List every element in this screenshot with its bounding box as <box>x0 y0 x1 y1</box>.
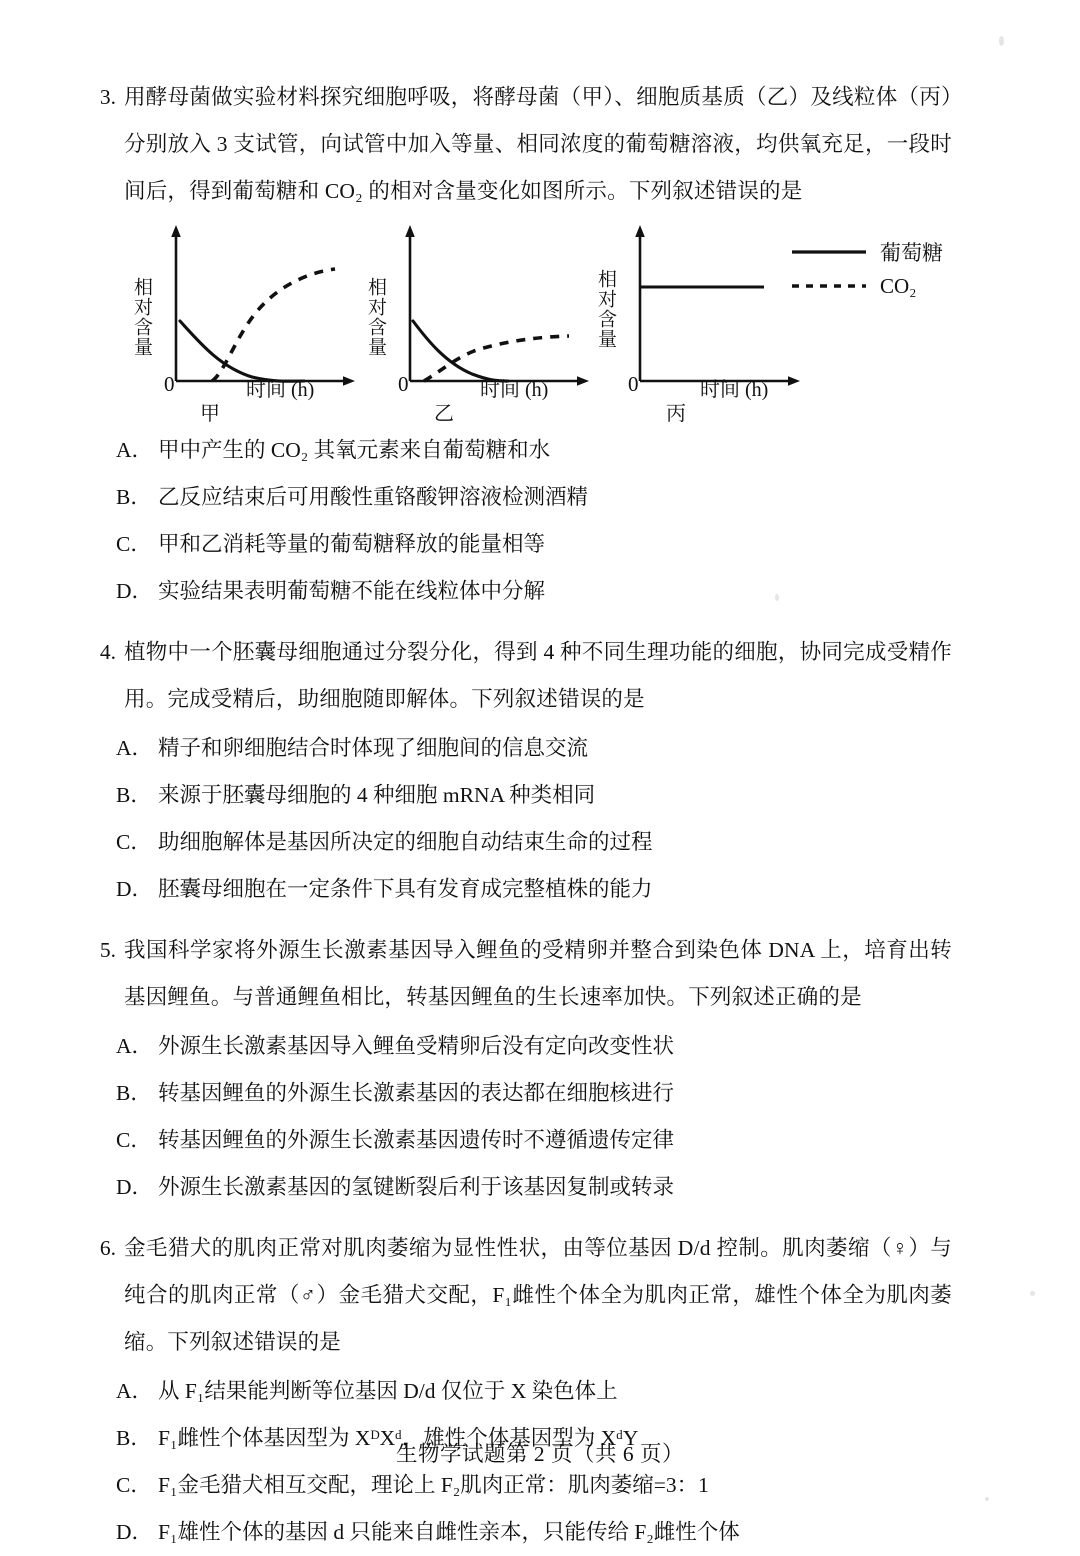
option-text: 胚囊母细胞在一定条件下具有发育成完整植株的能力 <box>158 877 653 901</box>
option-key: B． <box>116 485 152 509</box>
question-stem: 植物中一个胚囊母细胞通过分裂分化，得到 4 种不同生理功能的细胞，协同完成受精作用。完成受精后，助细胞随即解体。下列叙述错误的是 <box>124 640 952 711</box>
y-axis-label-yi: 相对含量 <box>365 277 386 357</box>
option-key: D． <box>116 579 154 603</box>
question-3-options <box>116 427 952 615</box>
scan-speck <box>999 36 1004 46</box>
option-text: F₁雄性个体的基因 d 只能来自雌性亲本，只能传给 F₂雌性个体 <box>158 1520 740 1544</box>
question-4-options <box>116 725 952 913</box>
legend-item-co2 <box>790 269 980 303</box>
y-axis-label-bing: 相对含量 <box>595 269 616 349</box>
question-stem: 用酵母菌做实验材料探究细胞呼吸，将酵母菌（甲）、细胞质基质（乙）及线粒体（丙）分别放入 3 支试管，向试管中加入等量、相同浓度的葡萄糖溶液，均供氧充足，一段时间后，得到葡萄糖和 CO₂ 的相对含量变化如图所示。下列叙述错误的是 <box>124 85 952 203</box>
question-5-options <box>116 1023 952 1211</box>
option-key: A． <box>116 1379 154 1403</box>
legend-dotted-line-icon <box>790 280 868 292</box>
option-d[interactable] <box>116 568 952 615</box>
page-content <box>72 74 952 1556</box>
respiration-figure <box>72 221 952 425</box>
option-key: A． <box>116 1034 154 1058</box>
option-key: D． <box>116 1175 154 1199</box>
question-3 <box>72 74 952 215</box>
option-text: 外源生长激素基因的氢键断裂后利于该基因复制或转录 <box>158 1175 675 1199</box>
question-4 <box>72 629 952 723</box>
option-text: 甲中产生的 CO₂ 其氧元素来自葡萄糖和水 <box>158 438 551 462</box>
option-b[interactable] <box>116 772 952 819</box>
legend-solid-line-icon <box>790 246 868 258</box>
option-a[interactable] <box>116 725 952 772</box>
scan-speck <box>985 1497 989 1501</box>
svg-text:0: 0 <box>628 372 639 396</box>
option-key: C． <box>116 830 152 854</box>
option-a[interactable] <box>116 1023 952 1070</box>
x-axis-label-jia: 时间 (h) <box>246 379 315 401</box>
option-key: D． <box>116 1520 154 1544</box>
y-axis-label-jia: 相对含量 <box>131 277 152 357</box>
chart-panel-yi <box>362 221 597 425</box>
option-key: A． <box>116 438 154 462</box>
question-6 <box>72 1225 952 1366</box>
page-footer: 生物学试题第 2 页（共 6 页） <box>395 1442 684 1466</box>
option-b[interactable] <box>116 1070 952 1117</box>
option-a[interactable] <box>116 427 952 474</box>
option-key: C． <box>116 1473 152 1497</box>
question-number: 6. <box>99 1236 116 1260</box>
option-key: D． <box>116 877 154 901</box>
option-key: C． <box>116 532 152 556</box>
option-b[interactable] <box>116 474 952 521</box>
option-a[interactable] <box>116 1368 952 1415</box>
option-text: 从 F₁结果能判断等位基因 D/d 仅位于 X 染色体上 <box>158 1379 618 1403</box>
option-text: F₁雌性个体基因型为 XᴰXᵈ，雄性个体基因型为 XᵈY <box>158 1426 639 1450</box>
option-key: A． <box>116 736 154 760</box>
svg-text:0: 0 <box>164 372 175 396</box>
option-c[interactable] <box>116 1117 952 1164</box>
option-text: 实验结果表明葡萄糖不能在线粒体中分解 <box>158 579 546 603</box>
option-key: B． <box>116 1081 152 1105</box>
option-text: 精子和卵细胞结合时体现了细胞间的信息交流 <box>158 736 589 760</box>
question-stem: 我国科学家将外源生长激素基因导入鲤鱼的受精卵并整合到染色体 DNA 上，培育出转基因鲤鱼。与普通鲤鱼相比，转基因鲤鱼的生长速率加快。下列叙述正确的是 <box>124 938 952 1009</box>
option-c[interactable] <box>116 819 952 866</box>
option-text: 转基因鲤鱼的外源生长激素基因遗传时不遵循遗传定律 <box>158 1128 675 1152</box>
scan-speck <box>1030 1291 1035 1296</box>
panel-caption-bing: 丙 <box>666 403 686 425</box>
option-text: 甲和乙消耗等量的葡萄糖释放的能量相等 <box>158 532 546 556</box>
legend-label-co2: CO₂ <box>880 273 917 298</box>
option-key: B． <box>116 1426 152 1450</box>
x-axis-label-yi: 时间 (h) <box>480 379 549 401</box>
chart-legend <box>790 235 980 303</box>
option-text: 外源生长激素基因导入鲤鱼受精卵后没有定向改变性状 <box>158 1034 675 1058</box>
option-key: B． <box>116 783 152 807</box>
legend-item-glucose <box>790 235 980 269</box>
option-c[interactable] <box>116 1462 952 1509</box>
legend-label-glucose: 葡萄糖 <box>880 241 943 265</box>
option-text: 助细胞解体是基因所决定的细胞自动结束生命的过程 <box>158 830 653 854</box>
panel-caption-jia: 甲 <box>200 403 220 425</box>
question-number: 4. <box>99 640 116 664</box>
option-d[interactable] <box>116 1164 952 1211</box>
panel-caption-yi: 乙 <box>434 403 454 425</box>
option-d[interactable] <box>116 1509 952 1556</box>
question-5 <box>72 927 952 1021</box>
option-key: C． <box>116 1128 152 1152</box>
option-d[interactable] <box>116 866 952 913</box>
option-c[interactable] <box>116 521 952 568</box>
option-text: F₁金毛猎犬相互交配，理论上 F₂肌肉正常：肌肉萎缩=3：1 <box>158 1473 709 1497</box>
question-stem: 金毛猎犬的肌肉正常对肌肉萎缩为显性性状，由等位基因 D/d 控制。肌肉萎缩（♀）与纯合的肌肉正常（♂）金毛猎犬交配，F₁雌性个体全为肌肉正常，雄性个体全为肌肉萎缩。下列叙述错误的是 <box>124 1236 952 1354</box>
chart-panel-jia <box>128 221 363 425</box>
question-number: 3. <box>99 85 116 109</box>
option-text: 来源于胚囊母细胞的 4 种细胞 mRNA 种类相同 <box>158 783 596 807</box>
option-text: 转基因鲤鱼的外源生长激素基因的表达都在细胞核进行 <box>158 1081 675 1105</box>
svg-text:0: 0 <box>398 372 409 396</box>
option-text: 乙反应结束后可用酸性重铬酸钾溶液检测酒精 <box>158 485 589 509</box>
x-axis-label-bing: 时间 (h) <box>700 379 769 401</box>
question-number: 5. <box>99 938 116 962</box>
